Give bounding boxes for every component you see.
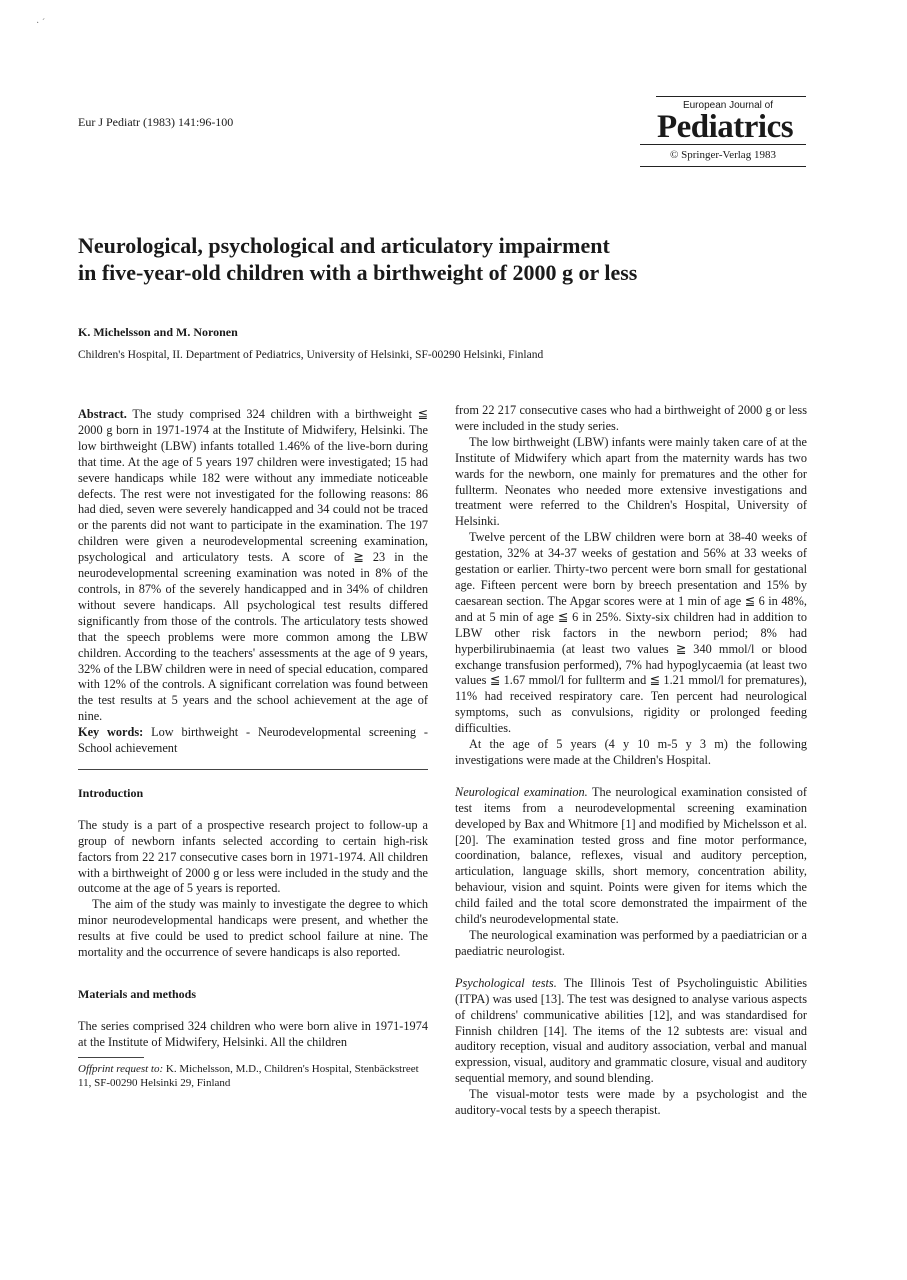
- abstract-label: Abstract.: [78, 407, 127, 421]
- investigations-paragraph: At the age of 5 years (4 y 10 m-5 y 3 m) the following investigations were made at the Children's Hospital.: [455, 737, 807, 767]
- journal-label: European Journal of: [682, 100, 774, 111]
- keywords-paragraph: [78, 725, 428, 757]
- methods-heading: Materials and methods: [78, 987, 196, 1001]
- keywords-text: Low birthweight - Neurodevelopmental screening - School achievement: [78, 725, 429, 756]
- right-column: [455, 403, 807, 1119]
- methods-continued-paragraph: from 22 217 consecutive cases who had a birthweight of 2000 g or less were included in the study series.: [455, 403, 807, 433]
- methods-paragraph-1: The series comprised 324 children who were born alive in 1971-1974 at the Institute of Midwifery, Helsinki. All the children: [78, 1018, 428, 1049]
- author-list: K. Michelsson and M. Noronen: [78, 325, 238, 339]
- gestation-paragraph: Twelve percent of the LBW children were born at 38-40 weeks of gestation, 32% at 34-37 weeks of gestation and 56% at 33 weeks of gestation or earlier. Thirty-two percent were born small for gestational age. Fifteen percent were born by breech presentation and 15% by caesarean section. The Apgar scores were at 1 min of age ≦ 6 in 48%, and at 5 min of age ≦ 6 in 25%. Sixty-six children had in addition to LBW other risk factors in the newborn period; 8% had hyperbilirubinaemia (at least two values ≧ 340 mmol/l or blood exchange transfusion performed), 7% had hypoglycaemia (at least two values ≦ 1.67 mmol/l for fullterm and ≦ 1.21 mmol/l for prematures), 11% had received respiratory care. Ten percent had neurological symptoms, such as convulsions, rigidity or prolonged feeding difficulties.: [455, 530, 807, 736]
- title-line-2: in five-year-old children with a birthweight of 2000 g or less: [78, 260, 638, 285]
- psychological-label: Psychological tests.: [455, 975, 557, 990]
- neurological-paragraph-2: The neurological examination was performed by a paediatrician or a paediatric neurologist.: [455, 928, 807, 958]
- scan-specks: · ˊ: [36, 18, 46, 29]
- article-title: [78, 232, 738, 286]
- neurological-text: The neurological examination consisted of test items from a neurodevelopmental screening examination developed by Bax and Whitmore [1] and modified by Michelsson et al. [20]. The examination tested gross and fine motor performance, coordination, balance, reflexes, visual and auditory perception, articulation, language skills, short memory, concentration ability, behaviour, vision and squint. Points were given for items which the child failed and the total score demonstrated the impairment of the child's neurodevelopmental state.: [455, 784, 807, 927]
- offprint-footnote: [78, 1062, 428, 1090]
- left-column: [78, 407, 428, 1090]
- footnote-rule: [78, 1057, 144, 1058]
- copyright-line: © Springer-Verlag 1983: [670, 149, 776, 161]
- masthead-rule-bottom: [640, 166, 806, 167]
- footnote-label: Offprint request to:: [78, 1062, 164, 1075]
- neurological-label: Neurological examination.: [455, 784, 588, 799]
- journal-masthead: [640, 96, 806, 167]
- introduction-paragraph-1: The study is a part of a prospective research project to follow-up a group of newborn infants selected according to certain high-risk factors from 22 217 consecutive cases born in 1971-1974. All children with a birthweight of 2000 g or less were included in the study and the outcome at the age of 5 years is reported.: [78, 817, 428, 896]
- abstract-paragraph: [78, 407, 428, 725]
- neurological-paragraph: [455, 785, 807, 928]
- footnote-text: K. Michelsson, M.D., Children's Hospital, Stenbäckstreet 11, SF-00290 Helsinki 29, Finland: [78, 1062, 419, 1089]
- title-line-1: Neurological, psychological and articulatory impairment: [78, 233, 610, 258]
- introduction-paragraph-2: The aim of the study was mainly to investigate the degree to which minor neurodevelopmental handicaps were present, and whether the results at five could be used to predict school failure at nine. The mortality and the occurrence of severe handicaps is also reported.: [78, 897, 428, 960]
- psychological-text: The Illinois Test of Psycholinguistic Abilities (ITPA) was used [13]. The test was designed to analyse various aspects of childrens' communicative abilities [12], and was standardised for Finnish children [14]. The items of the 12 subtests are: visual and auditory reception, visual and auditory association, verbal and manual expression, visual, auditory and grammatic closure, visual and auditory sequential memory, and sound blending.: [455, 975, 807, 1086]
- journal-name: Pediatrics: [656, 109, 794, 145]
- journal-citation: Eur J Pediatr (1983) 141:96-100: [78, 115, 234, 129]
- affiliation: Children's Hospital, II. Department of Pediatrics, University of Helsinki, SF-00290 Helsinki, Finland: [78, 349, 544, 361]
- psychological-paragraph-2: The visual-motor tests were made by a psychologist and the auditory-vocal tests by a speech therapist.: [455, 1087, 807, 1118]
- introduction-heading: Introduction: [78, 785, 144, 800]
- keywords-label: Key words:: [78, 725, 144, 740]
- psychological-paragraph: [455, 976, 807, 1087]
- abstract-text: The study comprised 324 children with a birthweight ≦ 2000 g born in 1971-1974 at the Institute of Midwifery, Helsinki. The low birthweight (LBW) infants totalled 1.46% of the live-born during that time. At the age of 5 years 197 children were investigated; 15 had severe handicaps while 182 were without any immediate noticeable defects. The rest were not investigated for the following reasons: 86 had died, seven were severely handicapped and 34 could not be traced or the parents did not want to participate in the examination. The 197 children were given a neurodevelopmental screening examination, psychological and articulatory tests. A score of ≧ 23 in the neurodevelopmental screening examination was noted in 8% of the controls, in 87% of the severely handicapped and in 34% of children without severe handicaps. All psychological test results differed significantly from those of the controls. The articulatory tests showed that the speech problems were more common among the LBW children. According to the teachers' assessments at the age of 9 years, 32% of the LBW children were in need of special education, compared with 12% of the controls. A significant correlation was found between the test results at 5 years and the school achievement at the age of nine.: [78, 407, 428, 724]
- lbw-care-paragraph: The low birthweight (LBW) infants were mainly taken care of at the Institute of Midwifery which apart from the maternity wards has two wards for the newborn, one mainly for prematures and the other for fullterm. Neonates who needed more extensive investigations and treatment were referred to the Children's Hospital, University of Helsinki.: [455, 434, 807, 529]
